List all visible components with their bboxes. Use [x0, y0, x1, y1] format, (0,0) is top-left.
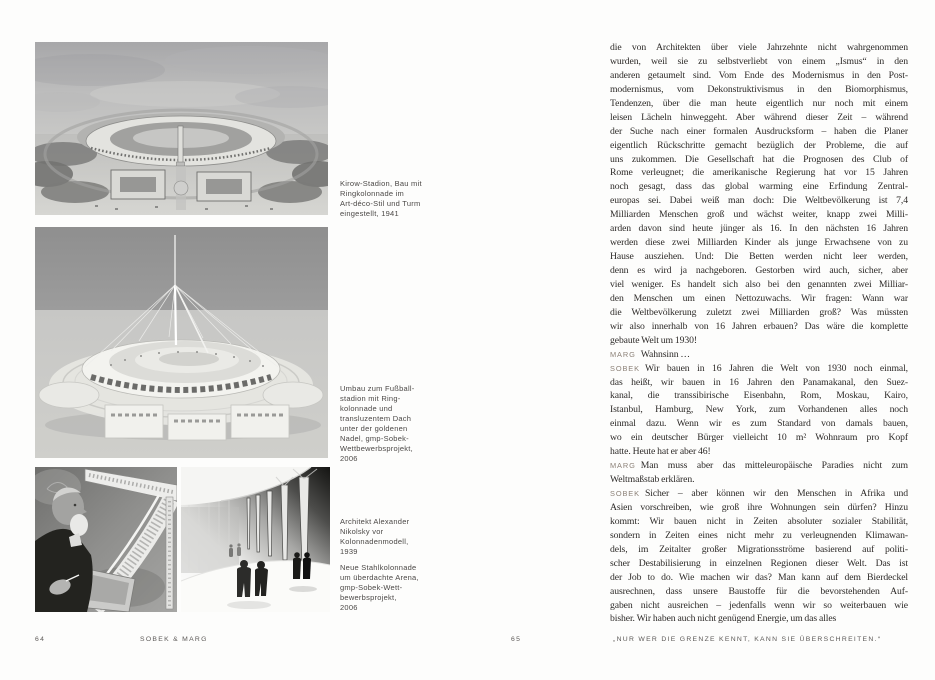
figure-stadium-conversion-rendering [35, 227, 328, 458]
text-line [610, 612, 908, 626]
text-line [610, 348, 908, 362]
kirow-stadium-drawing [35, 42, 328, 215]
caption-line: stadion mit Ring- [340, 394, 401, 403]
dialog-text: modernismus, vom Dekonstruktivismus in den Biomorphismus, [610, 83, 908, 95]
dialog-text: sondern in Zeiten eines nicht mehr zu verleugnenden Klimawan- [610, 529, 908, 541]
caption-line: Umbau zum Fußball- [340, 384, 415, 393]
dialog-text: der Suche nach einer formalen Ausdrucksform – haben die Planer [610, 125, 908, 137]
dialog-text: kommt: Wir bauen nicht in Zeiten absoluter sozialer Stabilität, [610, 515, 908, 527]
figure-kirow-stadium-aerial [35, 42, 328, 215]
dialog-text: Rome verleugnet; die amerikanische Regierung hat vor 15 Jahren [610, 167, 908, 179]
dialog-text: dels, im Zeitalter großer Migrationsströme basierend auf politi- [610, 543, 908, 555]
text-line [610, 557, 908, 571]
caption-kirow-stadium [340, 179, 464, 219]
dialog-text: scher Destabilisierung in einzelnen Regionen dieser Welt. Das ist [610, 557, 908, 569]
dialog-text: Sicher – aber können wir den Menschen in Afrika und [644, 488, 908, 499]
dialog-text: wir also innerhalb von 16 Jahren erbauen? Das wäre die komplette [610, 320, 908, 332]
text-line [610, 306, 908, 320]
text-line [610, 417, 908, 431]
dialog-text: wurden, weil sie zu selbstverliebt von einem „Ismus“ in den [610, 55, 908, 67]
caption-line: Kirow-Stadion, Bau mit [340, 179, 422, 188]
dialog-text: eigentlich Rückschritte gemacht bezüglich der Probleme, die auf [610, 139, 908, 151]
caption-line: Kolonnadenmodell, [340, 537, 409, 546]
text-line [610, 139, 908, 153]
text-line [610, 69, 908, 83]
caption-line: transluzentem Dach [340, 414, 412, 423]
text-line [610, 571, 908, 585]
caption-line: Wettbewerbsprojekt, [340, 444, 413, 453]
text-line [610, 292, 908, 306]
text-line [610, 376, 908, 390]
caption-line: 2006 [340, 603, 358, 612]
page-number-right: 65 [511, 636, 522, 643]
text-line [610, 515, 908, 529]
text-line [610, 180, 908, 194]
text-line [610, 194, 908, 208]
caption-line: Neue Stahlkolonnade [340, 563, 417, 572]
figure-nikolsky-photo [35, 467, 177, 612]
stadium-needle-rendering [35, 227, 328, 458]
dialog-text: anderen getaumelt sind. Vom Ende des Modernismus in den Post- [610, 69, 908, 81]
dialog-text: Wir bauen in 16 Jahren die Welt von 1930 noch einmal, [644, 362, 908, 374]
text-line [610, 320, 908, 334]
dialog-text: die Weltbevölkerung zuletzt zwei Milliarden groß? Was müssten [610, 306, 908, 318]
dialog-text: Man muss aber das mitteleuropäische Paradies nicht zum [640, 460, 908, 472]
architect-with-model-photo [35, 467, 177, 612]
caption-line: unter der goldenen [340, 424, 408, 433]
text-line [610, 250, 908, 264]
dialog-text: Wahnsinn … [640, 348, 690, 360]
dialog-text: einmal dazu. Wenn wir es zum Standard von damals bauen, [610, 418, 908, 430]
text-line [610, 389, 908, 403]
text-line [610, 501, 908, 515]
caption-football-stadium-conversion [340, 384, 464, 464]
text-line [610, 125, 908, 139]
dialog-text: gebaute Welt um 1930! [610, 334, 697, 346]
text-line [610, 83, 908, 97]
text-line [610, 529, 908, 543]
dialog-text: Hause ausziehen. Und: Die Betten werden nicht leer werden, [610, 251, 908, 263]
dialog-text: Milliarden Menschen groß und wächst weiter, knapp zwei Milli- [610, 209, 908, 221]
text-line [610, 585, 908, 599]
dialog-text: uns zukommen. Die Gesellschaft hat die Prognosen des Club of [610, 153, 908, 165]
running-title-right: „NUR WER DIE GRENZE KENNT, KANN SIE ÜBERSCHREITEN.“ [613, 636, 882, 643]
text-line [610, 166, 908, 180]
dialog-text: der Job to do. Wie machen wir das? Man kann auf dem Bierdeckel [610, 571, 908, 583]
text-line [610, 55, 908, 69]
page-number-left: 64 [35, 636, 46, 643]
text-line [610, 264, 908, 278]
text-line [610, 334, 908, 348]
text-line [610, 278, 908, 292]
dialog-text: Istanbul, Hamburg, New York, zum Vorhandenen alles noch [610, 404, 908, 416]
dialog-text: europas sei. Dabei weiß man doch: Die Weltbevölkerung ist 7,4 [610, 195, 908, 207]
dialog-text: denn es wird ja nachgeboren. Gestorben wird auch, sicher, aber [610, 265, 908, 276]
caption-line: um überdachte Arena, [340, 573, 419, 582]
caption-line: gmp-Sobek-Wett- [340, 583, 403, 592]
text-line [610, 473, 908, 487]
dialog-text: gaben nicht ausreichen – jedenfalls wenn wir so weiterbauen wie [610, 599, 908, 611]
dialog-text: bisher. Wir haben auch nicht genügend Energie, um das alles [610, 613, 837, 625]
speaker-label: SOBEK [610, 363, 640, 373]
caption-line: 2006 [340, 454, 358, 463]
text-line [610, 222, 908, 236]
dialog-text: viel weniger. Es handelt sich also bei den genannten zwei Milliar- [610, 278, 908, 290]
dialog-text: die von Architekten über viele Jahrzehnte nicht wahrgenommen [610, 42, 908, 53]
caption-line: Art-déco-Stil und Turm [340, 199, 421, 208]
text-line [610, 111, 908, 125]
dialog-text: Asien vorschreiben, wie groß ihre Wohnungen sein dürfen? Hinzu [610, 501, 908, 513]
figure-steel-colonnade-rendering [181, 467, 330, 612]
caption-line: eingestellt, 1941 [340, 209, 399, 218]
colonnade-walkway-rendering [181, 467, 330, 612]
text-line [610, 153, 908, 167]
text-line [610, 403, 908, 417]
text-line [610, 208, 908, 222]
speaker-label: SOBEK [610, 489, 640, 498]
caption-nikolsky [340, 517, 464, 557]
text-line [610, 41, 908, 55]
dialog-text: ausrechnen, dass unsere Baustoffe für die bevorstehenden Auf- [610, 585, 908, 597]
text-line [610, 445, 908, 459]
text-line [610, 487, 908, 501]
dialog-text: leisen Lächeln hinweggeht. Aber während dieser Zeit – während [610, 111, 908, 123]
dialog-text: noch gesagt, dass das global warming eine Erfindung Zentral- [610, 181, 908, 193]
text-line [610, 362, 908, 376]
dialog-text: Weltmaßstab erklären. [610, 474, 695, 486]
dialog-text: Tendenzen, über die man heute eigentlich nur noch mit einem [610, 97, 908, 109]
dialog-text-block [610, 41, 908, 626]
caption-line: bewerbsprojekt, [340, 593, 397, 602]
caption-line: Ringkolonnade im [340, 189, 405, 198]
dialog-text: kanal, die transsibirische Eisenbahn, Rom, Moskau, Kairo, [610, 390, 908, 402]
caption-line: Nadel, gmp-Sobek- [340, 434, 409, 443]
caption-line: Architekt Alexander [340, 517, 410, 526]
dialog-text: hatte. Heute hat er aber 46! [610, 446, 711, 458]
caption-line: 1939 [340, 547, 358, 556]
speaker-label: MARG [610, 461, 636, 471]
dialog-text: das heißt, wir bauen in 16 Jahren den Panamakanal, den Suez- [610, 376, 908, 388]
dialog-text: werden diese zwei Milliarden Kinder als junge Erwachsene von zu [610, 237, 908, 249]
text-line [610, 236, 908, 250]
dialog-text: den Menschen um einen Nettozuwachs. Wir fragen: Wann war [610, 292, 908, 304]
text-line [610, 543, 908, 557]
text-line [610, 431, 908, 445]
speaker-label: MARG [610, 349, 636, 359]
text-line [610, 459, 908, 473]
caption-line: kolonnade und [340, 404, 393, 413]
text-line [610, 97, 908, 111]
caption-steel-colonnade [340, 563, 464, 613]
dialog-text: arden davon sind heute jünger als 16. In den nächsten 16 Jahren [610, 223, 908, 235]
dialog-text: wo ein deutscher Bürger vielleicht 10 m² Wohnraum pro Kopf [610, 432, 908, 444]
caption-line: Nikolsky vor [340, 527, 384, 536]
text-line [610, 599, 908, 613]
running-title-left: SOBEK & MARG [140, 636, 208, 643]
